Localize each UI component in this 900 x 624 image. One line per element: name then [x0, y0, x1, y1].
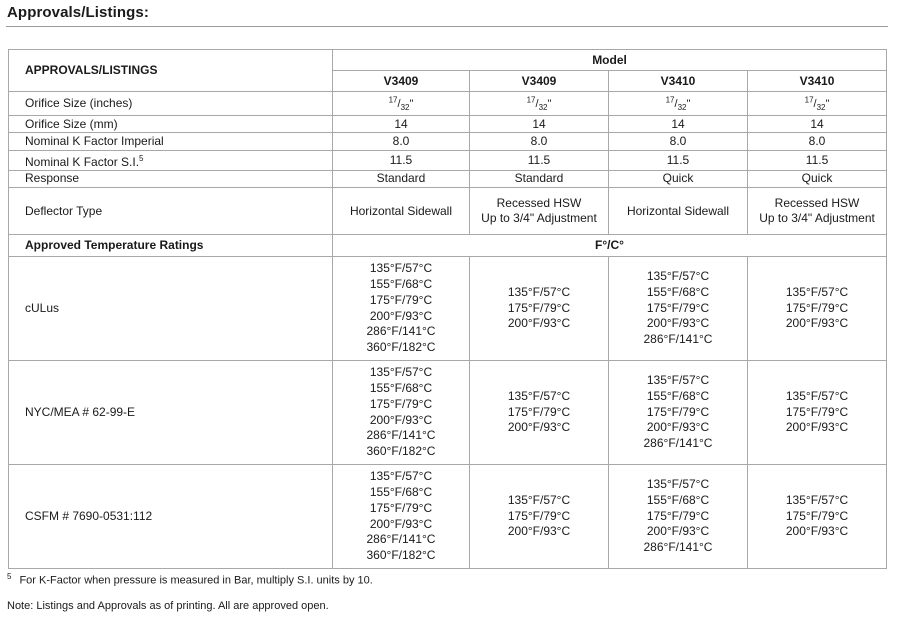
- spec-value: Standard: [470, 170, 609, 187]
- deflector-value: [748, 188, 887, 235]
- temperature-value: 135°F/57°C: [646, 477, 710, 492]
- temperature-value: 135°F/57°C: [785, 388, 849, 403]
- temperature-value: 200°F/93°C: [507, 420, 571, 435]
- temp-header-label: Approved Temperature Ratings: [9, 235, 333, 257]
- deflector-row: [9, 188, 887, 235]
- deflector-value: [333, 188, 470, 235]
- temperature-value: 175°F/79°C: [646, 404, 710, 419]
- spec-value: Quick: [748, 170, 887, 187]
- temperature-value: 175°F/79°C: [369, 292, 433, 307]
- temperature-value: 286°F/141°C: [366, 324, 436, 339]
- deflector-line: Up to 3/4" Adjustment: [759, 211, 875, 226]
- spec-value: 8.0: [333, 133, 470, 150]
- temperature-value: 175°F/79°C: [369, 500, 433, 515]
- listing-label: NYC/MEA # 62-99-E: [9, 361, 333, 465]
- spec-label: Response: [9, 170, 333, 187]
- listing-label: CSFM # 7690-0531:112: [9, 465, 333, 569]
- listing-row: [9, 257, 887, 361]
- deflector-line: Recessed HSW: [774, 196, 860, 211]
- temperature-value: 135°F/57°C: [646, 373, 710, 388]
- spec-value: $^{17}/_{32}$": [333, 92, 470, 116]
- spec-value: 11.5: [748, 150, 887, 170]
- table-header-label: APPROVALS/LISTINGS: [9, 50, 333, 92]
- temperature-value: 200°F/93°C: [507, 316, 571, 331]
- spec-row: [9, 115, 887, 132]
- spec-value: 11.5: [470, 150, 609, 170]
- temperature-cell: [609, 257, 748, 361]
- temperature-value: 200°F/93°C: [507, 524, 571, 539]
- temperature-value: 175°F/79°C: [785, 300, 849, 315]
- listing-row: [9, 465, 887, 569]
- temperature-value: 155°F/68°C: [369, 381, 433, 396]
- spec-value: 8.0: [470, 133, 609, 150]
- note-text: Note: Listings and Approvals as of printing. All are approved open.: [7, 600, 329, 612]
- model-name-0: V3409: [333, 71, 470, 92]
- temperature-value: 135°F/57°C: [785, 492, 849, 507]
- model-name-1: V3409: [470, 71, 609, 92]
- deflector-line: Horizontal Sidewall: [626, 203, 730, 218]
- spec-value: Standard: [333, 170, 470, 187]
- model-header: Model: [333, 50, 887, 71]
- temperature-cell: [748, 465, 887, 569]
- temperature-value: 155°F/68°C: [646, 492, 710, 507]
- spec-row: [9, 170, 887, 187]
- temperature-value: 135°F/57°C: [507, 492, 571, 507]
- spec-value: 11.5: [333, 150, 470, 170]
- temperature-cell: [748, 361, 887, 465]
- temperature-value: 286°F/141°C: [366, 428, 436, 443]
- spec-row: [9, 150, 887, 170]
- approvals-table: [8, 49, 887, 569]
- page-title: Approvals/Listings:: [7, 4, 149, 21]
- spec-value: 14: [609, 115, 748, 132]
- deflector-line: Up to 3/4" Adjustment: [481, 211, 597, 226]
- temperature-value: 360°F/182°C: [366, 547, 436, 562]
- spec-value: 14: [748, 115, 887, 132]
- temperature-value: 135°F/57°C: [785, 284, 849, 299]
- temperature-value: 135°F/57°C: [369, 469, 433, 484]
- temperature-value: 175°F/79°C: [507, 404, 571, 419]
- temperature-cell: [748, 257, 887, 361]
- spec-value: 11.5: [609, 150, 748, 170]
- temperature-value: 360°F/182°C: [366, 443, 436, 458]
- deflector-line: Horizontal Sidewall: [349, 203, 453, 218]
- temperature-value: 286°F/141°C: [643, 436, 713, 451]
- temperature-value: 175°F/79°C: [507, 300, 571, 315]
- spec-label: Nominal K Factor Imperial: [9, 133, 333, 150]
- temperature-value: 135°F/57°C: [507, 388, 571, 403]
- temperature-value: 175°F/79°C: [507, 508, 571, 523]
- temperature-value: 175°F/79°C: [785, 508, 849, 523]
- temperature-value: 175°F/79°C: [646, 508, 710, 523]
- temperature-value: 135°F/57°C: [507, 284, 571, 299]
- spec-label: Orifice Size (mm): [9, 115, 333, 132]
- temperature-value: 286°F/141°C: [643, 540, 713, 555]
- spec-value: 14: [333, 115, 470, 132]
- temperature-value: 175°F/79°C: [369, 396, 433, 411]
- temp-unit-header: F°/C°: [333, 235, 887, 257]
- model-name-3: V3410: [748, 71, 887, 92]
- spec-value: Quick: [609, 170, 748, 187]
- spec-label: Nominal K Factor S.I.$^5$: [9, 150, 333, 170]
- temperature-value: 200°F/93°C: [646, 316, 710, 331]
- temperature-cell: [333, 361, 470, 465]
- temperature-value: 135°F/57°C: [646, 269, 710, 284]
- temperature-value: 286°F/141°C: [366, 532, 436, 547]
- temperature-value: 155°F/68°C: [369, 485, 433, 500]
- header-row-model: [9, 50, 887, 71]
- deflector-label: Deflector Type: [9, 188, 333, 235]
- spec-label: Orifice Size (inches): [9, 92, 333, 116]
- temperature-cell: [609, 465, 748, 569]
- title-divider: [6, 26, 888, 27]
- temperature-value: 200°F/93°C: [369, 412, 433, 427]
- deflector-value: [470, 188, 609, 235]
- temperature-value: 200°F/93°C: [369, 308, 433, 323]
- temperature-value: 200°F/93°C: [785, 524, 849, 539]
- deflector-line: Recessed HSW: [496, 196, 582, 211]
- footnote: [7, 572, 373, 587]
- spec-value: 8.0: [748, 133, 887, 150]
- listing-row: [9, 361, 887, 465]
- temperature-value: 155°F/68°C: [646, 284, 710, 299]
- spec-value: $^{17}/_{32}$": [748, 92, 887, 116]
- temperature-value: 200°F/93°C: [646, 524, 710, 539]
- footnote-text: For K-Factor when pressure is measured in Bar, multiply S.I. units by 10.: [19, 574, 373, 587]
- temperature-cell: [333, 465, 470, 569]
- footnote-marker: 5: [7, 572, 12, 581]
- temperature-value: 155°F/68°C: [369, 277, 433, 292]
- temperature-value: 175°F/79°C: [785, 404, 849, 419]
- temperature-cell: [470, 361, 609, 465]
- temperature-value: 286°F/141°C: [643, 332, 713, 347]
- temperature-value: 200°F/93°C: [646, 420, 710, 435]
- temperature-value: 360°F/182°C: [366, 339, 436, 354]
- spec-value: 14: [470, 115, 609, 132]
- temperature-cell: [470, 465, 609, 569]
- temperature-value: 200°F/93°C: [369, 516, 433, 531]
- temperature-cell: [470, 257, 609, 361]
- temperature-cell: [333, 257, 470, 361]
- temperature-value: 200°F/93°C: [785, 316, 849, 331]
- spec-value: $^{17}/_{32}$": [470, 92, 609, 116]
- temperature-value: 135°F/57°C: [369, 261, 433, 276]
- temperature-value: 200°F/93°C: [785, 420, 849, 435]
- temp-header-row: [9, 235, 887, 257]
- spec-row: [9, 133, 887, 150]
- spec-value: $^{17}/_{32}$": [609, 92, 748, 116]
- temperature-value: 135°F/57°C: [369, 365, 433, 380]
- deflector-value: [609, 188, 748, 235]
- listing-label: cULus: [9, 257, 333, 361]
- temperature-value: 175°F/79°C: [646, 300, 710, 315]
- temperature-cell: [609, 361, 748, 465]
- model-name-2: V3410: [609, 71, 748, 92]
- spec-value: 8.0: [609, 133, 748, 150]
- temperature-value: 155°F/68°C: [646, 388, 710, 403]
- spec-row: [9, 92, 887, 116]
